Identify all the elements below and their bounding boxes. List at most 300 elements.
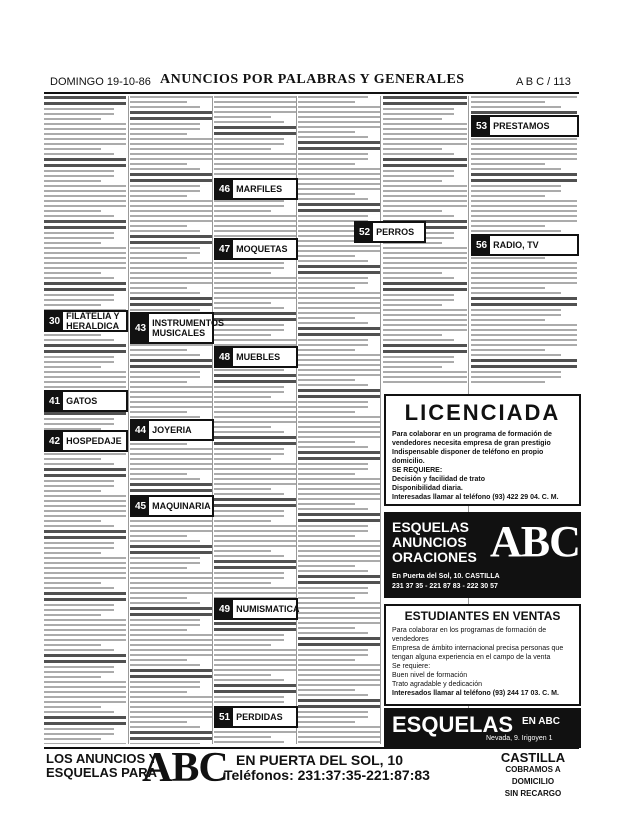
text-line [214,463,296,465]
text-line [130,639,212,641]
text-line [44,123,126,125]
section-header-prestamos: 53 PRESTAMOS [471,115,579,137]
text-line [44,288,126,291]
text-line [471,143,577,145]
text-line [298,689,355,691]
text-line [383,113,454,115]
text-line [130,349,187,351]
text-line [471,205,577,207]
text-line [214,173,296,175]
text-line [44,108,114,110]
text-line [44,722,126,725]
text-line [298,664,380,666]
text-line [471,303,577,306]
text-line [471,101,545,103]
text-line [44,728,114,730]
text-line [130,220,212,222]
text-line [383,304,442,306]
text-line [44,666,114,668]
text-line [44,133,126,135]
text-line [298,421,380,423]
text-line [298,726,380,728]
text-line [214,163,296,165]
text-line [298,488,380,490]
text-line [298,627,355,629]
text-line [471,365,577,368]
text-line [130,520,212,522]
text-line [130,453,212,455]
text-line [130,562,200,564]
text-line [298,322,368,324]
text-line [383,314,467,316]
text-line [130,691,187,693]
text-line [214,205,284,207]
text-line [44,282,126,285]
text-line [130,215,212,217]
text-line [383,133,467,135]
text-line [471,179,577,182]
text-line [298,349,355,351]
text-line [298,121,380,123]
text-line [130,654,212,656]
text-line [471,138,577,140]
text-line [214,515,284,517]
text-line [298,463,368,465]
text-line [298,637,380,640]
text-line [214,582,271,584]
text-line [214,520,271,522]
text-line [298,168,380,170]
text-line [130,257,187,259]
text-line [44,175,114,177]
text-line [130,530,212,532]
section-header-radio-tv: 56 RADIO, TV [471,234,579,256]
text-line [214,741,284,743]
ventas-ad [384,604,581,706]
text-line [298,307,380,309]
text-line [44,572,126,574]
header-rule [44,92,579,94]
text-line [44,294,114,296]
text-line [383,175,454,177]
text-line [214,483,296,485]
text-line [214,132,296,135]
text-line [44,474,126,477]
text-line [383,344,467,347]
text-line [44,242,101,244]
text-line [44,143,126,145]
esquelas-address: En Puerta del Sol, 10. CASTILLA [392,573,500,580]
text-line [130,716,212,718]
text-line [44,158,126,161]
text-line [298,587,368,589]
text-line [214,235,296,237]
text-line [130,96,212,98]
text-line [44,210,101,212]
text-line [44,205,126,207]
text-line [214,225,296,227]
text-line [130,179,212,182]
text-line [383,262,467,264]
text-line [298,260,368,262]
text-line [298,632,368,634]
text-line [130,675,212,678]
text-line [214,297,296,299]
text-line [130,185,200,187]
text-line [44,252,126,254]
text-line [298,545,380,547]
text-line [214,572,284,574]
text-line [44,743,126,744]
text-line [214,493,284,495]
text-line [471,111,577,114]
text-line [298,163,355,165]
text-line [383,329,467,331]
text-line [130,669,212,672]
text-line [214,504,296,507]
text-line [214,731,296,733]
text-line [298,339,368,341]
text-line [471,314,561,316]
text-line [298,178,380,180]
text-line [130,706,212,708]
text-line [214,272,271,274]
text-line [130,681,200,683]
text-line [298,158,368,160]
text-line [298,250,380,252]
text-line [130,262,212,264]
text-line [214,535,296,537]
text-line [44,468,126,471]
text-line [471,173,577,176]
text-line [298,245,380,247]
text-line [298,173,380,175]
text-line [130,483,212,486]
text-line [130,607,212,610]
text-line [298,530,368,532]
text-line [44,190,126,192]
text-line [471,267,577,269]
esquelas-title: ESQUELAS [392,712,514,737]
text-line [383,339,454,341]
text-line [383,267,467,269]
text-line [44,220,126,223]
text-line [44,118,101,120]
text-line [383,185,467,187]
footer-phones: Teléfonos: 231:37:35-221:87:83 [224,767,430,783]
text-line [298,333,380,336]
text-line [471,195,545,197]
footer-address: EN PUERTA DEL SOL, 10 [236,752,403,768]
text-line [44,215,114,217]
text-line [471,282,577,284]
text-line [44,277,114,279]
text-line [383,309,467,311]
abc-logo: ABC [490,517,580,566]
text-line [471,220,577,222]
text-line [214,148,271,150]
text-line [44,170,114,172]
text-line [44,649,114,651]
text-line [130,613,212,616]
text-line [44,148,101,150]
text-line [214,555,284,557]
text-line [214,396,271,398]
text-line [130,525,212,527]
text-line [298,570,368,572]
text-line [214,566,296,569]
text-line [44,418,114,420]
text-line [130,557,200,559]
text-line [130,210,212,212]
text-line [383,118,442,120]
text-line [298,716,368,718]
text-line [130,619,200,621]
text-line [214,111,296,113]
section-header-perros: 52 PERROS [354,221,426,243]
text-line [214,628,296,631]
text-line [130,458,212,460]
text-line [130,247,200,249]
text-line [44,339,114,341]
text-line [44,614,101,616]
text-line [471,272,577,274]
section-header-numismatica: 49 NUMISMATICA [214,598,298,620]
text-line [383,190,467,192]
text-line [44,386,126,388]
licenciada-text: Para colaborar en un programa de formación de vendedores necesita empresa de gran prestigio Indispensable disponer de teléfono en propio domicilio. SE REQUIERE: Decisión y facilidad de trato Disponibilidad diaria. Interesadas llamar al teléfono (93) 422 29 04. C. M. [392,431,559,501]
text-line [130,551,212,554]
text-line [471,292,561,294]
text-line [471,287,545,289]
text-line [130,173,212,176]
text-line [130,540,200,542]
text-line [44,706,101,708]
text-line [214,277,296,279]
text-line [44,701,126,703]
text-line [130,535,187,537]
text-line [214,442,296,445]
text-line [298,193,355,195]
text-line [298,101,355,103]
text-line [298,451,380,454]
section-header-perdidas: 51 PERDIDAS [214,706,298,728]
text-line [44,711,114,713]
page-title: ANUNCIOS POR PALABRAS Y GENERALES [160,72,465,87]
text-line [44,495,126,497]
section-header-gatos: 41 GATOS [44,390,128,412]
text-line [298,147,380,150]
text-line [44,686,126,688]
text-line [130,376,200,378]
text-line [130,292,200,294]
text-line [44,515,126,517]
text-line [44,530,126,533]
text-line [214,143,284,145]
classified-column-1 [44,96,126,744]
text-line [383,158,467,161]
text-line [44,267,126,269]
text-line [298,508,368,510]
ventas-title: ESTUDIANTES EN VENTAS [404,609,561,623]
text-line [298,731,380,733]
text-line [383,138,467,140]
text-line [214,540,296,542]
text-line [298,317,355,319]
text-line [214,153,296,155]
text-line [44,567,126,569]
text-line [298,401,368,403]
text-line [130,406,212,408]
text-line [130,205,212,207]
text-line [471,185,561,187]
text-line [44,361,114,363]
text-line [130,241,212,244]
text-line [214,690,296,693]
text-line [298,116,380,118]
text-line [298,344,368,346]
text-line [298,183,380,185]
text-line [130,572,212,574]
text-line [130,117,212,120]
text-line [298,426,380,428]
text-line [298,312,380,314]
text-line [130,267,212,269]
text-line [44,334,101,336]
text-line [130,726,200,728]
text-line [383,215,454,217]
column-divider [128,96,129,744]
text-line [130,597,187,599]
text-line [130,696,212,698]
text-line [214,230,296,232]
text-line [214,282,296,284]
text-line [44,629,126,631]
text-line [214,267,284,269]
text-line [214,448,284,450]
text-line [130,711,212,713]
footer-left: LOS ANUNCIOS Y ESQUELAS PARA [46,751,158,780]
text-line [298,597,355,599]
text-line [130,686,200,688]
text-line [298,498,380,500]
text-line [471,106,561,108]
esquelas-lines: ESQUELAS ANUNCIOS ORACIONES [392,519,477,565]
text-line [130,106,200,108]
text-line [214,168,296,170]
text-line [471,168,561,170]
text-line [214,158,296,160]
text-line [130,602,200,604]
text-line [44,562,126,564]
text-line [471,319,545,321]
text-line [130,138,212,140]
text-line [298,468,368,470]
text-line [214,386,284,388]
text-line [383,153,454,155]
text-line [298,106,380,108]
text-line [214,116,271,118]
text-line [44,423,114,425]
section-header-joyeria: 44 JOYERIA [130,419,214,441]
text-line [44,164,126,167]
footer-abc-logo: ABC [142,745,228,791]
text-line [214,369,284,371]
text-line [298,354,380,356]
text-line [44,542,114,544]
text-line [44,525,114,527]
text-line [298,493,380,495]
text-line [298,565,355,567]
text-line [44,738,101,740]
text-line [44,587,114,589]
text-line [130,401,212,403]
text-line [214,654,296,656]
text-line [130,416,200,418]
text-line [383,366,442,368]
text-line [383,102,467,105]
text-line [298,602,380,604]
text-line [383,128,467,130]
text-line [130,143,212,145]
text-line [44,671,114,673]
text-line [298,369,380,371]
section-header-hospedaje: 42 HOSPEDAJE [44,430,128,452]
text-line [214,380,296,383]
text-line [214,426,271,428]
text-line [298,327,380,330]
text-line [298,277,368,279]
text-line [298,374,380,376]
text-line [130,577,212,579]
text-line [214,401,296,403]
text-line [44,500,126,502]
text-line [214,696,284,698]
text-line [298,519,380,522]
text-line [298,136,368,138]
text-line [214,530,296,532]
text-line [214,560,296,563]
text-line [383,180,442,182]
text-line [130,101,187,103]
text-line [298,679,380,681]
text-line [383,350,467,353]
text-line [214,458,271,460]
text-line [130,371,200,373]
text-line [44,654,126,657]
section-header-instrumentos: 43 INSTRUMENTOS MUSICALES [130,312,214,344]
text-line [383,205,467,207]
text-line [44,604,114,606]
text-line [214,121,284,123]
text-line [44,619,126,621]
text-line [44,691,126,693]
text-line [383,247,467,249]
text-line [298,555,380,557]
text-line [214,101,296,103]
text-line [130,200,212,202]
text-line [298,225,355,227]
text-line [130,659,187,661]
text-line [471,230,561,232]
text-line [298,411,355,413]
text-line [298,478,380,480]
text-line [471,225,545,227]
text-line [298,359,380,361]
text-line [44,644,101,646]
text-line [44,557,126,559]
text-line [298,669,380,671]
